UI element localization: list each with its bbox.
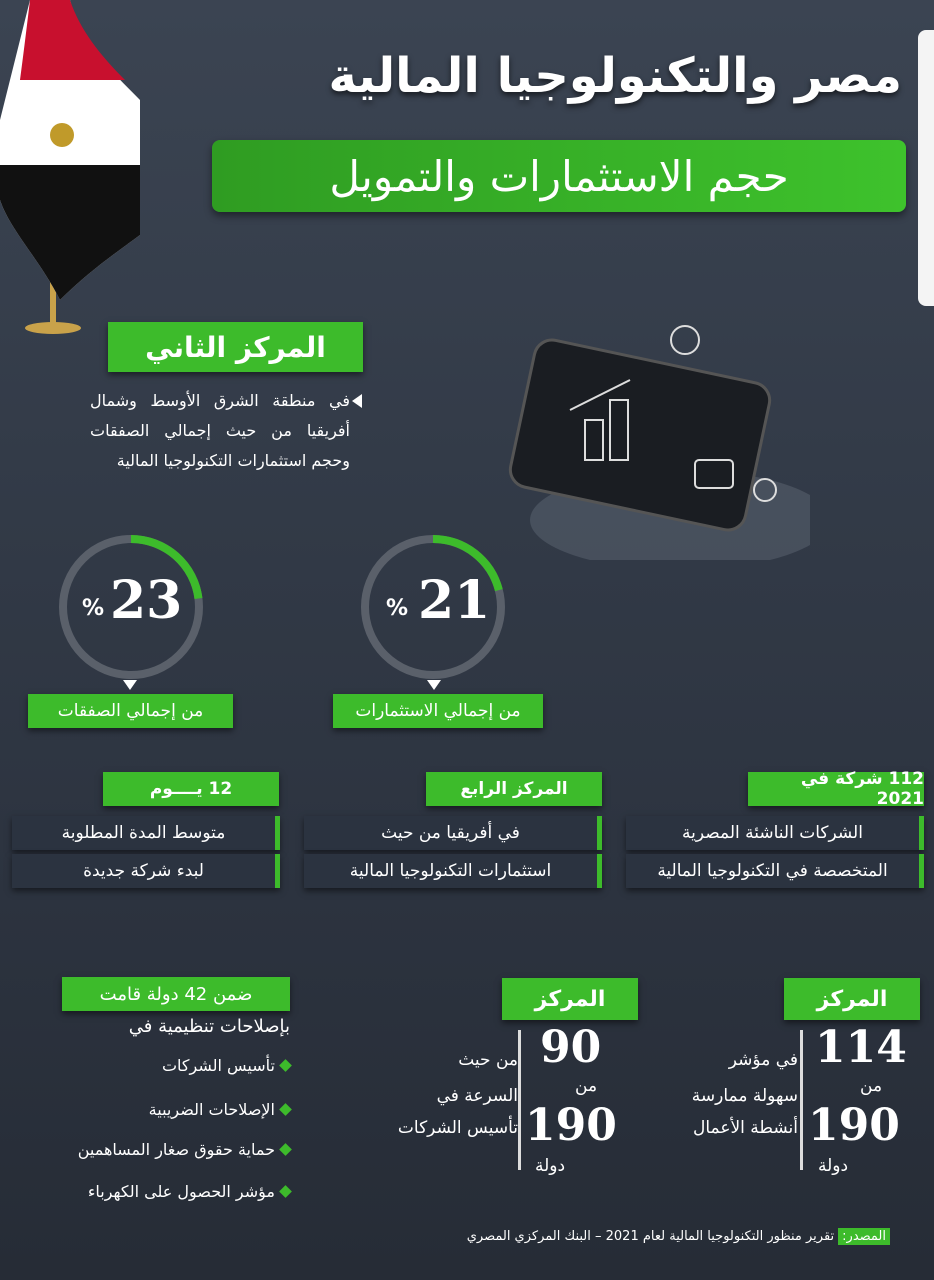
reform-item: حماية حقوق صغار المساهمين xyxy=(78,1140,290,1159)
source-label: المصدر: xyxy=(838,1228,890,1245)
companies-header: 112 شركة في 2021 xyxy=(748,772,924,806)
rank-ease-text2: سهولة ممارسة xyxy=(691,1086,798,1106)
rank-ease-number: 114 xyxy=(815,1022,907,1073)
rank-ease-divider xyxy=(800,1030,803,1170)
rank-ease-total: 190 xyxy=(808,1100,900,1151)
reform-item: الإصلاحات الضريبية xyxy=(149,1100,290,1119)
phone-illustration-icon xyxy=(480,320,810,560)
ring-deals-number: 23 xyxy=(110,570,183,631)
rank-speed-text3: تأسيس الشركات xyxy=(397,1118,518,1138)
ring-investments-label: من إجمالي الاستثمارات xyxy=(333,694,543,728)
rank-ease-of: من xyxy=(860,1076,883,1096)
rank-ease-text1: في مؤشر xyxy=(728,1050,798,1070)
companies-line2: المتخصصة في التكنولوجيا المالية xyxy=(626,854,924,888)
source-line xyxy=(467,1228,890,1245)
rank-speed-divider xyxy=(518,1030,521,1170)
ring-investments-pointer xyxy=(427,680,441,690)
diamond-bullet-icon xyxy=(279,1059,292,1072)
reforms-subheader: بإصلاحات تنظيمية في xyxy=(128,1016,290,1037)
rank-speed-text2: السرعة في xyxy=(436,1086,518,1106)
rank-speed-of: من xyxy=(575,1076,598,1096)
page-subtitle: حجم الاستثمارات والتمويل xyxy=(212,140,906,212)
diamond-bullet-icon xyxy=(279,1185,292,1198)
rank-speed-total: 190 xyxy=(525,1100,617,1151)
reform-item: تأسيس الشركات xyxy=(162,1056,290,1075)
ring-deals-label: من إجمالي الصفقات xyxy=(28,694,233,728)
ring-investments-number: 21 xyxy=(418,570,491,631)
rank-ease-label: المركز xyxy=(784,978,920,1020)
days-line1: متوسط المدة المطلوبة xyxy=(12,816,280,850)
rank-speed-text1: من حيث xyxy=(458,1050,518,1070)
ring-investments-percent: % xyxy=(386,596,409,621)
days-line2: لبدء شركة جديدة xyxy=(12,854,280,888)
rank-ease-text3: أنشطة الأعمال xyxy=(692,1118,798,1138)
diamond-bullet-icon xyxy=(279,1143,292,1156)
fourth-header: المركز الرابع xyxy=(426,772,602,806)
days-header: 12 يــــوم xyxy=(103,772,279,806)
reform-item: مؤشر الحصول على الكهرباء xyxy=(88,1182,290,1201)
fourth-line1: في أفريقيا من حيث xyxy=(304,816,602,850)
rank-speed-number: 90 xyxy=(540,1022,602,1073)
rank-speed-unit: دولة xyxy=(535,1156,566,1176)
page-title: مصر والتكنولوجيا المالية xyxy=(328,48,902,104)
second-place-label: المركز الثاني xyxy=(108,322,363,372)
diamond-bullet-icon xyxy=(279,1103,292,1116)
rank-ease-unit: دولة xyxy=(818,1156,849,1176)
decorative-bar xyxy=(918,30,934,306)
reforms-header: ضمن 42 دولة قامت xyxy=(62,977,290,1011)
rank-speed-label: المركز xyxy=(502,978,638,1020)
ring-deals-pointer xyxy=(123,680,137,690)
second-place-text: في منطقة الشرق الأوسط وشمال أفريقيا من حيث إجمالي الصفقات وحجم استثمارات التكنولوجيا المالية xyxy=(90,391,350,470)
egypt-flag-icon xyxy=(0,0,150,340)
ring-deals-percent: % xyxy=(82,596,105,621)
companies-line1: الشركات الناشئة المصرية xyxy=(626,816,924,850)
source-text: تقرير منظور التكنولوجيا المالية لعام 2021 – البنك المركزي المصري xyxy=(466,1229,835,1244)
arrow-bullet-icon xyxy=(352,394,362,408)
fourth-line2: استثمارات التكنولوجيا المالية xyxy=(304,854,602,888)
